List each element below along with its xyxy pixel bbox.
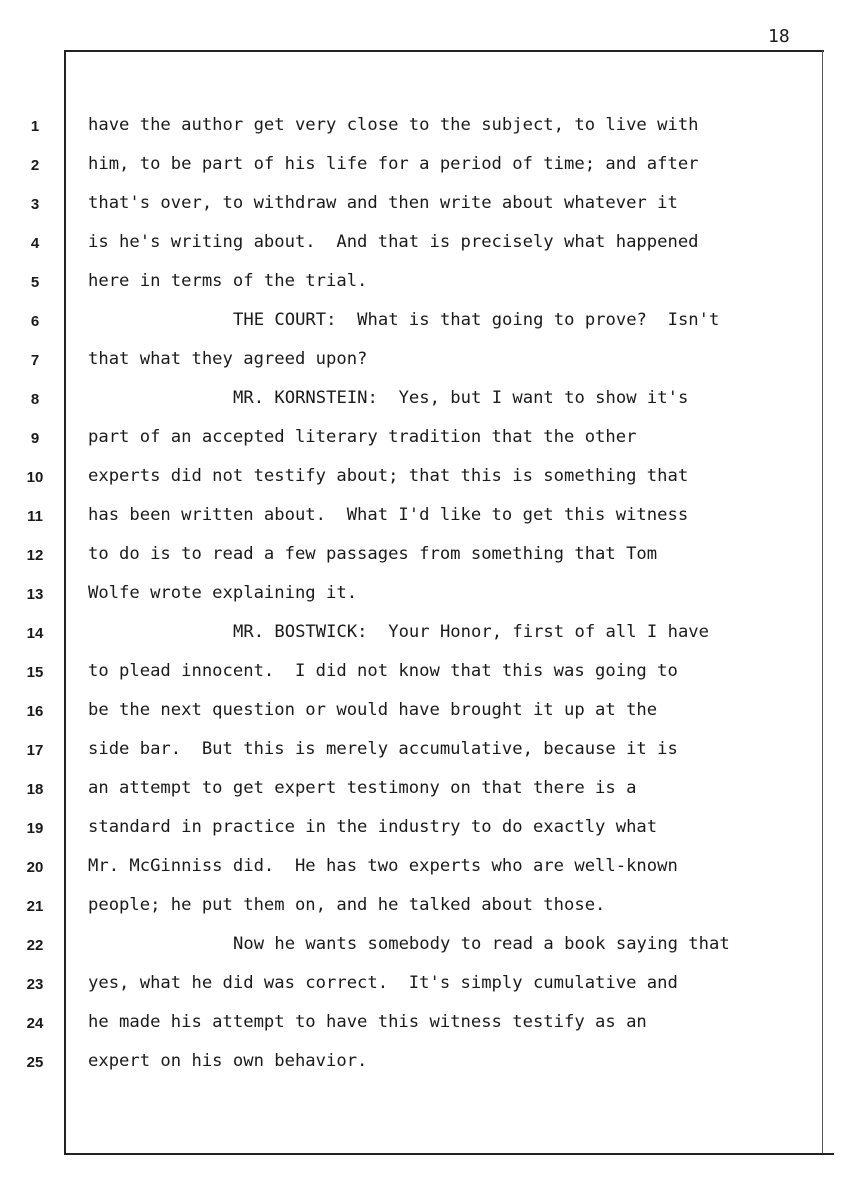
transcript-line: [20, 310, 820, 336]
transcript-line: [20, 544, 820, 570]
line-number: 8: [30, 391, 40, 408]
line-number: 23: [26, 976, 44, 993]
line-number: 14: [26, 625, 44, 642]
transcript-line: [20, 817, 820, 843]
line-number: 20: [26, 859, 44, 876]
line-text: yes, what he did was correct. It's simply cumulative and: [88, 973, 678, 993]
line-text: has been written about. What I'd like to get this witness: [88, 505, 689, 525]
transcript-line: [20, 271, 820, 297]
bottom-border-line: [64, 1153, 834, 1155]
transcript-line: [20, 856, 820, 882]
line-number: 15: [26, 664, 44, 681]
line-text: standard in practice in the industry to do exactly what: [88, 817, 658, 837]
line-number: 24: [26, 1015, 44, 1032]
line-number: 7: [30, 352, 40, 369]
line-number: 17: [26, 742, 44, 759]
line-number: 19: [26, 820, 44, 837]
line-text: to do is to read a few passages from something that Tom: [88, 544, 658, 564]
line-text: MR. BOSTWICK: Your Honor, first of all I have: [233, 622, 709, 642]
line-number: 2: [30, 157, 40, 174]
transcript-line: [20, 973, 820, 999]
line-text: experts did not testify about; that this is something that: [88, 466, 689, 486]
transcript-line: [20, 349, 820, 375]
line-text: here in terms of the trial.: [88, 271, 368, 291]
line-text: people; he put them on, and he talked about those.: [88, 895, 606, 915]
line-number: 22: [26, 937, 44, 954]
transcript-line: [20, 778, 820, 804]
transcript-line: [20, 1012, 820, 1038]
transcript-line: [20, 700, 820, 726]
line-text: be the next question or would have brought it up at the: [88, 700, 658, 720]
line-text: him, to be part of his life for a period of time; and after: [88, 154, 699, 174]
line-number: 21: [26, 898, 44, 915]
line-text: an attempt to get expert testimony on that there is a: [88, 778, 637, 798]
line-number: 5: [30, 274, 40, 291]
transcript-line: [20, 1051, 820, 1077]
transcript-line: [20, 193, 820, 219]
line-text: have the author get very close to the subject, to live with: [88, 115, 699, 135]
transcript-line: [20, 739, 820, 765]
transcript-line: [20, 622, 820, 648]
line-number: 3: [30, 196, 40, 213]
line-text: to plead innocent. I did not know that this was going to: [88, 661, 678, 681]
line-number: 16: [26, 703, 44, 720]
line-number: 11: [27, 508, 43, 525]
top-border-line: [64, 50, 824, 52]
transcript-line: [20, 895, 820, 921]
line-number: 1: [30, 118, 40, 135]
line-text: part of an accepted literary tradition that the other: [88, 427, 637, 447]
transcript-line: [20, 583, 820, 609]
line-text: Now he wants somebody to read a book saying that: [233, 934, 730, 954]
transcript-line: [20, 427, 820, 453]
transcript-line: [20, 934, 820, 960]
transcript-line: [20, 505, 820, 531]
page-number: 18: [768, 26, 790, 47]
line-number: 13: [26, 586, 44, 603]
transcript-line: [20, 466, 820, 492]
line-number: 25: [26, 1054, 44, 1071]
transcript-line: [20, 115, 820, 141]
line-text: expert on his own behavior.: [88, 1051, 368, 1071]
transcript-line: [20, 388, 820, 414]
line-text: MR. KORNSTEIN: Yes, but I want to show it's: [233, 388, 689, 408]
line-number: 9: [30, 430, 40, 447]
line-text: that's over, to withdraw and then write about whatever it: [88, 193, 678, 213]
line-text: THE COURT: What is that going to prove? Isn't: [233, 310, 720, 330]
line-number: 6: [30, 313, 40, 330]
line-text: that what they agreed upon?: [88, 349, 368, 369]
transcript-line: [20, 661, 820, 687]
line-number: 4: [30, 235, 40, 252]
line-text: he made his attempt to have this witness testify as an: [88, 1012, 647, 1032]
line-number: 10: [26, 469, 44, 486]
line-text: Wolfe wrote explaining it.: [88, 583, 358, 603]
transcript-line: [20, 154, 820, 180]
line-text: side bar. But this is merely accumulative, because it is: [88, 739, 678, 759]
line-text: Mr. McGinniss did. He has two experts who are well-known: [88, 856, 678, 876]
line-number: 12: [26, 547, 44, 564]
right-margin-line: [822, 50, 823, 1154]
transcript-line: [20, 232, 820, 258]
line-number: 18: [26, 781, 44, 798]
line-text: is he's writing about. And that is precisely what happened: [88, 232, 699, 252]
